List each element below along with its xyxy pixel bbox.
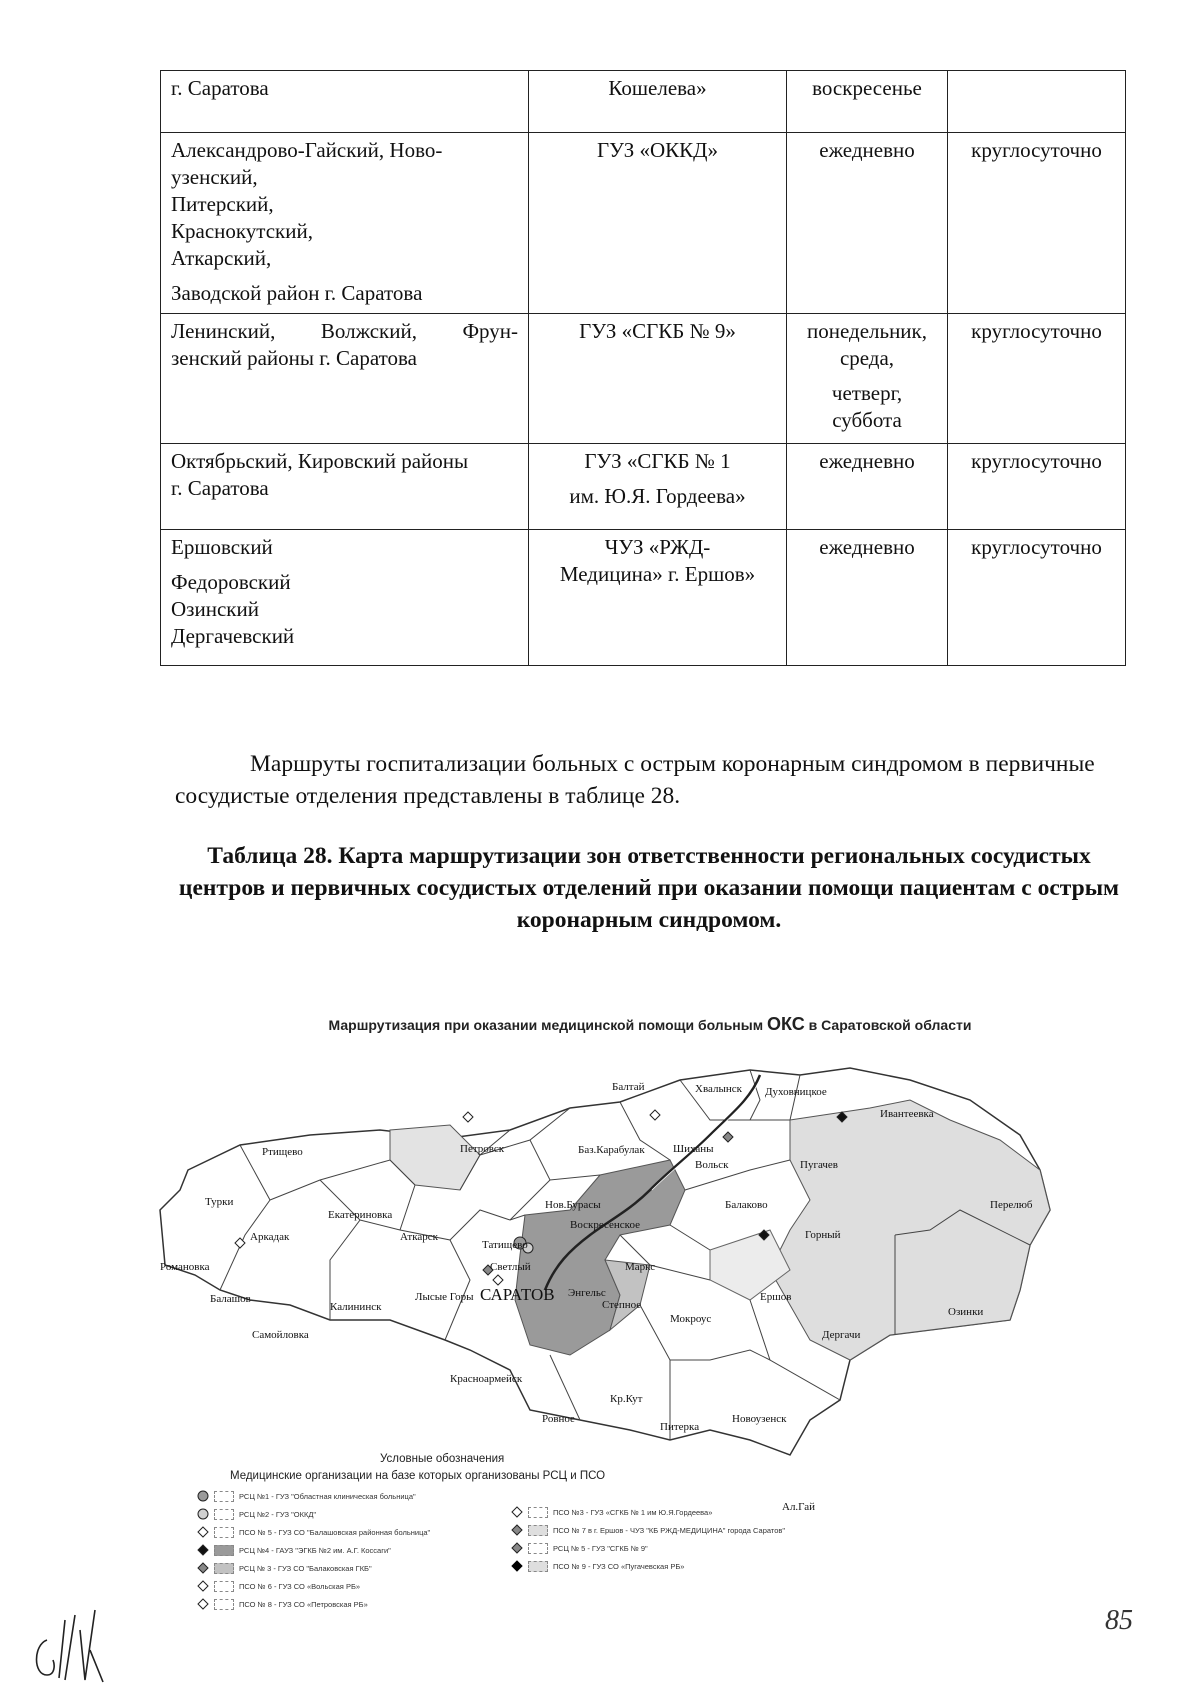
legend-swatch <box>214 1545 234 1556</box>
region-label: САРАТОВ <box>480 1285 555 1304</box>
region-label: Турки <box>205 1196 234 1208</box>
cell-hours <box>948 444 1126 530</box>
district-text: Александрово-Гайский, Ново- <box>171 138 443 162</box>
legend-item <box>510 1524 785 1536</box>
region-label: Нов.Бурасы <box>545 1199 601 1211</box>
region-label: Ртищево <box>262 1146 303 1158</box>
legend-swatch <box>214 1509 234 1520</box>
map-title-start: Маршрутизация при оказании медицинской помощи больным <box>328 1017 767 1033</box>
legend-item <box>510 1506 712 1518</box>
cell-days <box>787 530 948 666</box>
cell-organization <box>529 314 787 444</box>
region-label: Новоузенск <box>732 1413 787 1425</box>
legend-item <box>196 1508 316 1520</box>
region-label: Светлый <box>490 1261 531 1273</box>
region-label: Энгельс <box>568 1287 606 1299</box>
legend-swatch <box>214 1527 234 1538</box>
region-label: Дергачи <box>822 1329 861 1341</box>
legend-item <box>510 1542 648 1554</box>
diamond-black-icon <box>510 1560 524 1572</box>
district-text: г. Саратова <box>171 476 269 500</box>
paragraph-text: Маршруты госпитализации больных с острым коронарным синдромом в первичные сосудистые отделения представлены в таблице 28. <box>175 751 1095 809</box>
legend-text: ПСО № 9 - ГУЗ СО «Пугачевская РБ» <box>553 1561 685 1571</box>
region-label: Озинки <box>948 1306 984 1318</box>
legend-swatch <box>214 1581 234 1592</box>
table-row <box>161 530 1126 666</box>
days-text: понедельник, <box>806 319 927 343</box>
region-label: Калининск <box>330 1301 382 1313</box>
legend-subtitle: Медицинские организации на базе которых организованы РСЦ и ПСО <box>230 1470 606 1482</box>
organization-text: ЧУЗ «РЖД- <box>604 535 711 559</box>
district-text: зенский районы г. Саратова <box>171 346 417 370</box>
cell-districts <box>161 530 529 666</box>
cell-organization <box>529 71 787 133</box>
region-label: Ивантеевка <box>880 1108 934 1120</box>
hours-text: круглосуточно <box>971 319 1102 343</box>
region-label: Баз.Карабулак <box>578 1144 645 1156</box>
district-text: Федоровский <box>171 570 291 594</box>
cell-organization <box>529 444 787 530</box>
circle-dark-icon <box>196 1490 210 1502</box>
table-row <box>161 71 1126 133</box>
region-label: Мокроус <box>670 1313 712 1325</box>
table-row <box>161 444 1126 530</box>
legend-text: ПСО № 7 в г. Ершов - ЧУЗ "КБ РЖД-МЕДИЦИНА" города Саратов" <box>553 1525 786 1535</box>
region-label: Перелюб <box>990 1199 1033 1211</box>
region-label: Балаково <box>725 1199 768 1211</box>
cell-districts <box>161 133 529 314</box>
district-text: Ленинский, Волжский, Фрун- <box>171 319 518 343</box>
district-text: г. Саратова <box>171 76 269 100</box>
diamond-open-icon <box>196 1526 210 1538</box>
district-text: узенский, <box>171 165 258 189</box>
cell-days <box>787 314 948 444</box>
region-label: Хвалынск <box>695 1083 742 1095</box>
table-row <box>161 133 1126 314</box>
district-text: Заводской район г. Саратова <box>171 281 423 305</box>
days-text: воскресенье <box>812 76 922 100</box>
region-label: Воскресенское <box>570 1219 640 1231</box>
region-label: Петровск <box>460 1143 505 1155</box>
region-label: Шиханы <box>673 1143 714 1155</box>
days-text: ежедневно <box>819 138 915 162</box>
days-text: ежедневно <box>819 535 915 559</box>
organization-text: им. Ю.Я. Гордеева» <box>569 484 746 508</box>
legend-text: ПСО №3 - ГУЗ «СГКБ № 1 им Ю.Я.Гордеева» <box>553 1507 713 1517</box>
region-label: Вольск <box>695 1159 729 1171</box>
paragraph <box>175 748 1123 812</box>
legend-item <box>196 1580 360 1592</box>
organization-text: Медицина» г. Ершов» <box>559 562 756 586</box>
days-text: суббота <box>832 408 902 432</box>
region-label: Пугачев <box>800 1159 839 1171</box>
region-label: Ершов <box>760 1291 792 1303</box>
district-text: Питерский, <box>171 192 274 216</box>
cell-organization <box>529 133 787 314</box>
diamond-hatched-icon <box>510 1542 524 1554</box>
region-label: Балашов <box>210 1293 251 1305</box>
region-label: Ал.Гай <box>782 1501 816 1513</box>
legend-text: РСЦ №2 - ГУЗ "ОККД" <box>239 1509 317 1519</box>
cell-hours <box>948 314 1126 444</box>
hours-text: круглосуточно <box>971 138 1102 162</box>
cell-hours <box>948 133 1126 314</box>
legend-title: Условные обозначения <box>380 1453 505 1465</box>
legend-text: ПСО № 5 - ГУЗ СО "Балашовская районная больница" <box>239 1527 431 1537</box>
cell-days <box>787 71 948 133</box>
legend-item <box>196 1526 430 1538</box>
days-text: среда, <box>839 346 895 370</box>
legend-swatch <box>214 1599 234 1610</box>
cell-hours <box>948 71 1126 133</box>
region-label: Горный <box>805 1229 841 1241</box>
district-text: Октябрьский, Кировский районы <box>171 449 469 473</box>
diamond-open-icon <box>510 1506 524 1518</box>
district-text: Озинский <box>171 597 259 621</box>
organization-text: ГУЗ «ОККД» <box>596 138 718 162</box>
circle-light-icon <box>196 1508 210 1520</box>
legend-item <box>196 1490 416 1502</box>
region-label: Аткарск <box>400 1231 438 1243</box>
legend-text: РСЦ №4 - ГАУЗ "ЭГКБ №2 им. А.Г. Коссаги" <box>239 1545 391 1555</box>
legend-text: РСЦ № 3 - ГУЗ СО "Балаковская ГКБ" <box>239 1563 372 1573</box>
region-label: Романовка <box>160 1261 210 1273</box>
cell-days <box>787 133 948 314</box>
diamond-hatched-icon <box>196 1562 210 1574</box>
cell-districts <box>161 444 529 530</box>
legend-item <box>510 1560 684 1572</box>
cell-hours <box>948 530 1126 666</box>
map-title-end: в Саратовской области <box>804 1017 972 1033</box>
routing-table <box>160 70 1126 666</box>
legend-swatch <box>528 1507 548 1518</box>
district-text: Аткарский, <box>171 246 272 270</box>
hours-text: круглосуточно <box>971 535 1102 559</box>
cell-organization <box>529 530 787 666</box>
organization-text: Кошелева» <box>608 76 707 100</box>
diamond-hatched-icon <box>510 1524 524 1536</box>
diamond-open-icon <box>196 1580 210 1592</box>
region-label: Духовницкое <box>765 1086 827 1098</box>
legend-text: РСЦ № 5 - ГУЗ "СГКБ № 9" <box>553 1543 648 1553</box>
region-label: Питерка <box>660 1421 700 1433</box>
legend-swatch <box>528 1543 548 1554</box>
district-text: Ершовский <box>171 535 273 559</box>
legend-item <box>196 1562 372 1574</box>
region-label: Балтай <box>612 1081 645 1093</box>
region-label: Красноармейск <box>450 1373 523 1385</box>
diamond-filled-icon <box>196 1544 210 1556</box>
map-title-okc: ОКС <box>766 1014 805 1034</box>
legend-text: РСЦ №1 - ГУЗ "Областная клиническая больница" <box>239 1491 416 1501</box>
legend-swatch <box>528 1525 548 1536</box>
region-label: Кр.Кут <box>610 1393 643 1405</box>
region-label: Маркс <box>625 1261 656 1273</box>
diamond-open-icon <box>196 1598 210 1610</box>
days-text: четверг, <box>831 381 903 405</box>
legend-text: ПСО № 8 - ГУЗ СО «Петровская РБ» <box>239 1599 368 1609</box>
legend-swatch <box>214 1563 234 1574</box>
legend-swatch <box>528 1561 548 1572</box>
cell-districts <box>161 314 529 444</box>
organization-text: ГУЗ «СГКБ № 1 <box>584 449 731 473</box>
days-text: ежедневно <box>819 449 915 473</box>
hours-text: круглосуточно <box>971 449 1102 473</box>
cell-days <box>787 444 948 530</box>
district-text: Краснокутский, <box>171 219 313 243</box>
marker-petrovsk <box>463 1112 473 1122</box>
legend-item <box>196 1544 391 1556</box>
region-label: Ровное <box>542 1413 575 1425</box>
region-label: Аркадак <box>250 1231 290 1243</box>
region-label: Степное <box>602 1299 642 1311</box>
map-title <box>200 1014 1100 1035</box>
legend-text: ПСО № 6 - ГУЗ СО «Вольская РБ» <box>239 1581 361 1591</box>
region-label: Татищево <box>482 1239 528 1251</box>
region-label: Самойловка <box>252 1329 309 1341</box>
region-label: Лысые Горы <box>415 1291 474 1303</box>
handwritten-signature <box>25 1590 115 1690</box>
cell-districts <box>161 71 529 133</box>
organization-text: ГУЗ «СГКБ № 9» <box>579 319 736 343</box>
table-row <box>161 314 1126 444</box>
legend-item <box>196 1598 368 1610</box>
page-number: 85 <box>1105 1605 1133 1636</box>
region-label: Екатериновка <box>328 1209 393 1221</box>
district-text: Дергачевский <box>171 624 295 648</box>
legend-swatch <box>214 1491 234 1502</box>
table-caption: Таблица 28. Карта маршрутизации зон ответственности региональных сосудистых центров и первичных сосудистых отделений при оказании помощи пациентам с острым коронарным синдромом. <box>178 843 1120 933</box>
